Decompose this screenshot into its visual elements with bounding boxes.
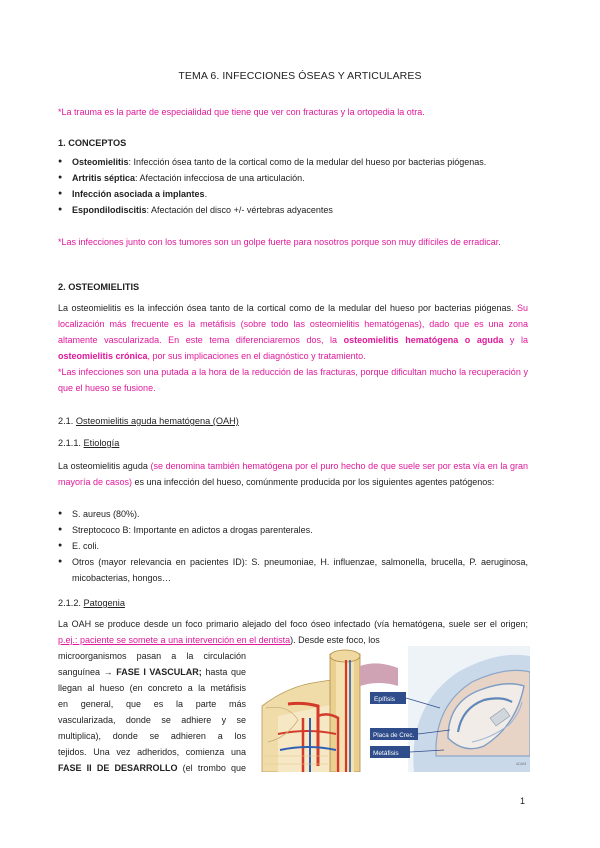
agentes-list	[58, 506, 528, 586]
section-conceptos-heading: 1. CONCEPTOS	[58, 138, 127, 148]
intro-note: *La trauma es la parte de especialidad que tiene que ver con fracturas y la ortopedia la otra.	[58, 107, 425, 117]
section-2-1-2-heading: 2.1.2. Patogenia	[58, 598, 125, 608]
list-item: ● Osteomielitis: Infección ósea tanto de la cortical como de la medular del hueso por bacterias piógenas.	[58, 154, 528, 170]
list-item: ● S. aureus (80%).	[58, 506, 528, 522]
text-line: multiplica), donde se adhieren a los	[58, 731, 246, 741]
list-item: ● Infección asociada a implantes.	[58, 186, 528, 202]
text-line: vascularizada, donde se adhiere y se	[58, 715, 246, 725]
label-placa-crec: Placa de Crec.	[373, 732, 415, 739]
text-line: tejidos. Una vez adheridos, comienza una	[58, 747, 246, 757]
list-item: ● E. coli.	[58, 538, 528, 554]
conceptos-note: *Las infecciones junto con los tumores son un golpe fuerte para nosotros porque son muy difíciles de erradicar.	[58, 237, 501, 247]
text-line: sanguínea → FASE I VASCULAR; hasta que	[58, 667, 246, 677]
label-epifisis: Epífisis	[374, 696, 395, 703]
section-2-1-1-heading: 2.1.1. Etiología	[58, 438, 120, 448]
section-2-1-heading: 2.1. Osteomielitis aguda hematógena (OAH)	[58, 416, 239, 426]
page-title: TEMA 6. INFECCIONES ÓSEAS Y ARTICULARES	[178, 70, 422, 82]
svg-text:ADAM: ADAM	[516, 762, 527, 766]
osteomielitis-paragraph: La osteomielitis es la infección ósea tanto de la cortical como de la medular del hueso por bacterias piógenas. Su localización más frecuente es la metáfisis (sobre todo las osteomielitis hematógenas), dado que es una zona altamente vascularizada. En este tema diferenciaremos dos, la osteomielitis hematógena o aguda y la osteomielitis crónica, por sus implicaciones en el diagnóstico y tratamiento.	[58, 303, 528, 361]
list-item: ● Otros (mayor relevancia en pacientes ID): S. pneumoniae, H. influenzae, salmonella, brucella, P. aeruginosa, micobacterias, hongos…	[58, 554, 528, 586]
text-line: llegan al hueso (en concreto a la metáfisis	[58, 683, 246, 693]
label-metafisis: Metáfisis	[373, 750, 399, 757]
text-line: microorganismos pasan a la circulación	[58, 651, 246, 661]
patogenia-paragraph: La OAH se produce desde un foco primario alejado del foco óseo infectado (vía hematógena, suele ser el origen; p.ej.: paciente se somete a una intervención en el dentista). Desde este foco, los	[58, 619, 528, 645]
page-number: 1	[520, 796, 526, 806]
section-osteomielitis-heading: 2. OSTEOMIELITIS	[58, 282, 140, 292]
list-item: ● Artritis séptica: Afectación infecciosa de una articulación.	[58, 170, 528, 186]
list-item: ● Streptococo B: Importante en adictos a drogas parenterales.	[58, 522, 528, 538]
patogenia-wrapped-text	[58, 648, 246, 776]
bone-anatomy-illustration	[258, 646, 530, 772]
text-line: en general, que es la parte más	[58, 699, 246, 709]
conceptos-list	[58, 154, 528, 218]
joint-anatomy-image	[408, 646, 530, 772]
list-item: ● Espondilodiscitis: Afectación del disco +/- vértebras adyacentes	[58, 202, 528, 218]
etiologia-paragraph: La osteomielitis aguda (se denomina también hematógena por el puro hecho de que suele ser por esta vía en la gran mayoría de casos) es una infección del hueso, comúnmente producida por los siguientes agentes patógenos:	[58, 461, 528, 487]
text-line: FASE II DE DESARROLLO (el trombo que	[58, 763, 247, 773]
osteomielitis-note: *Las infecciones son una putada a la hora de la reducción de las fracturas, porque dificultan mucho la recuperación y que el hueso se fusione.	[58, 367, 528, 393]
